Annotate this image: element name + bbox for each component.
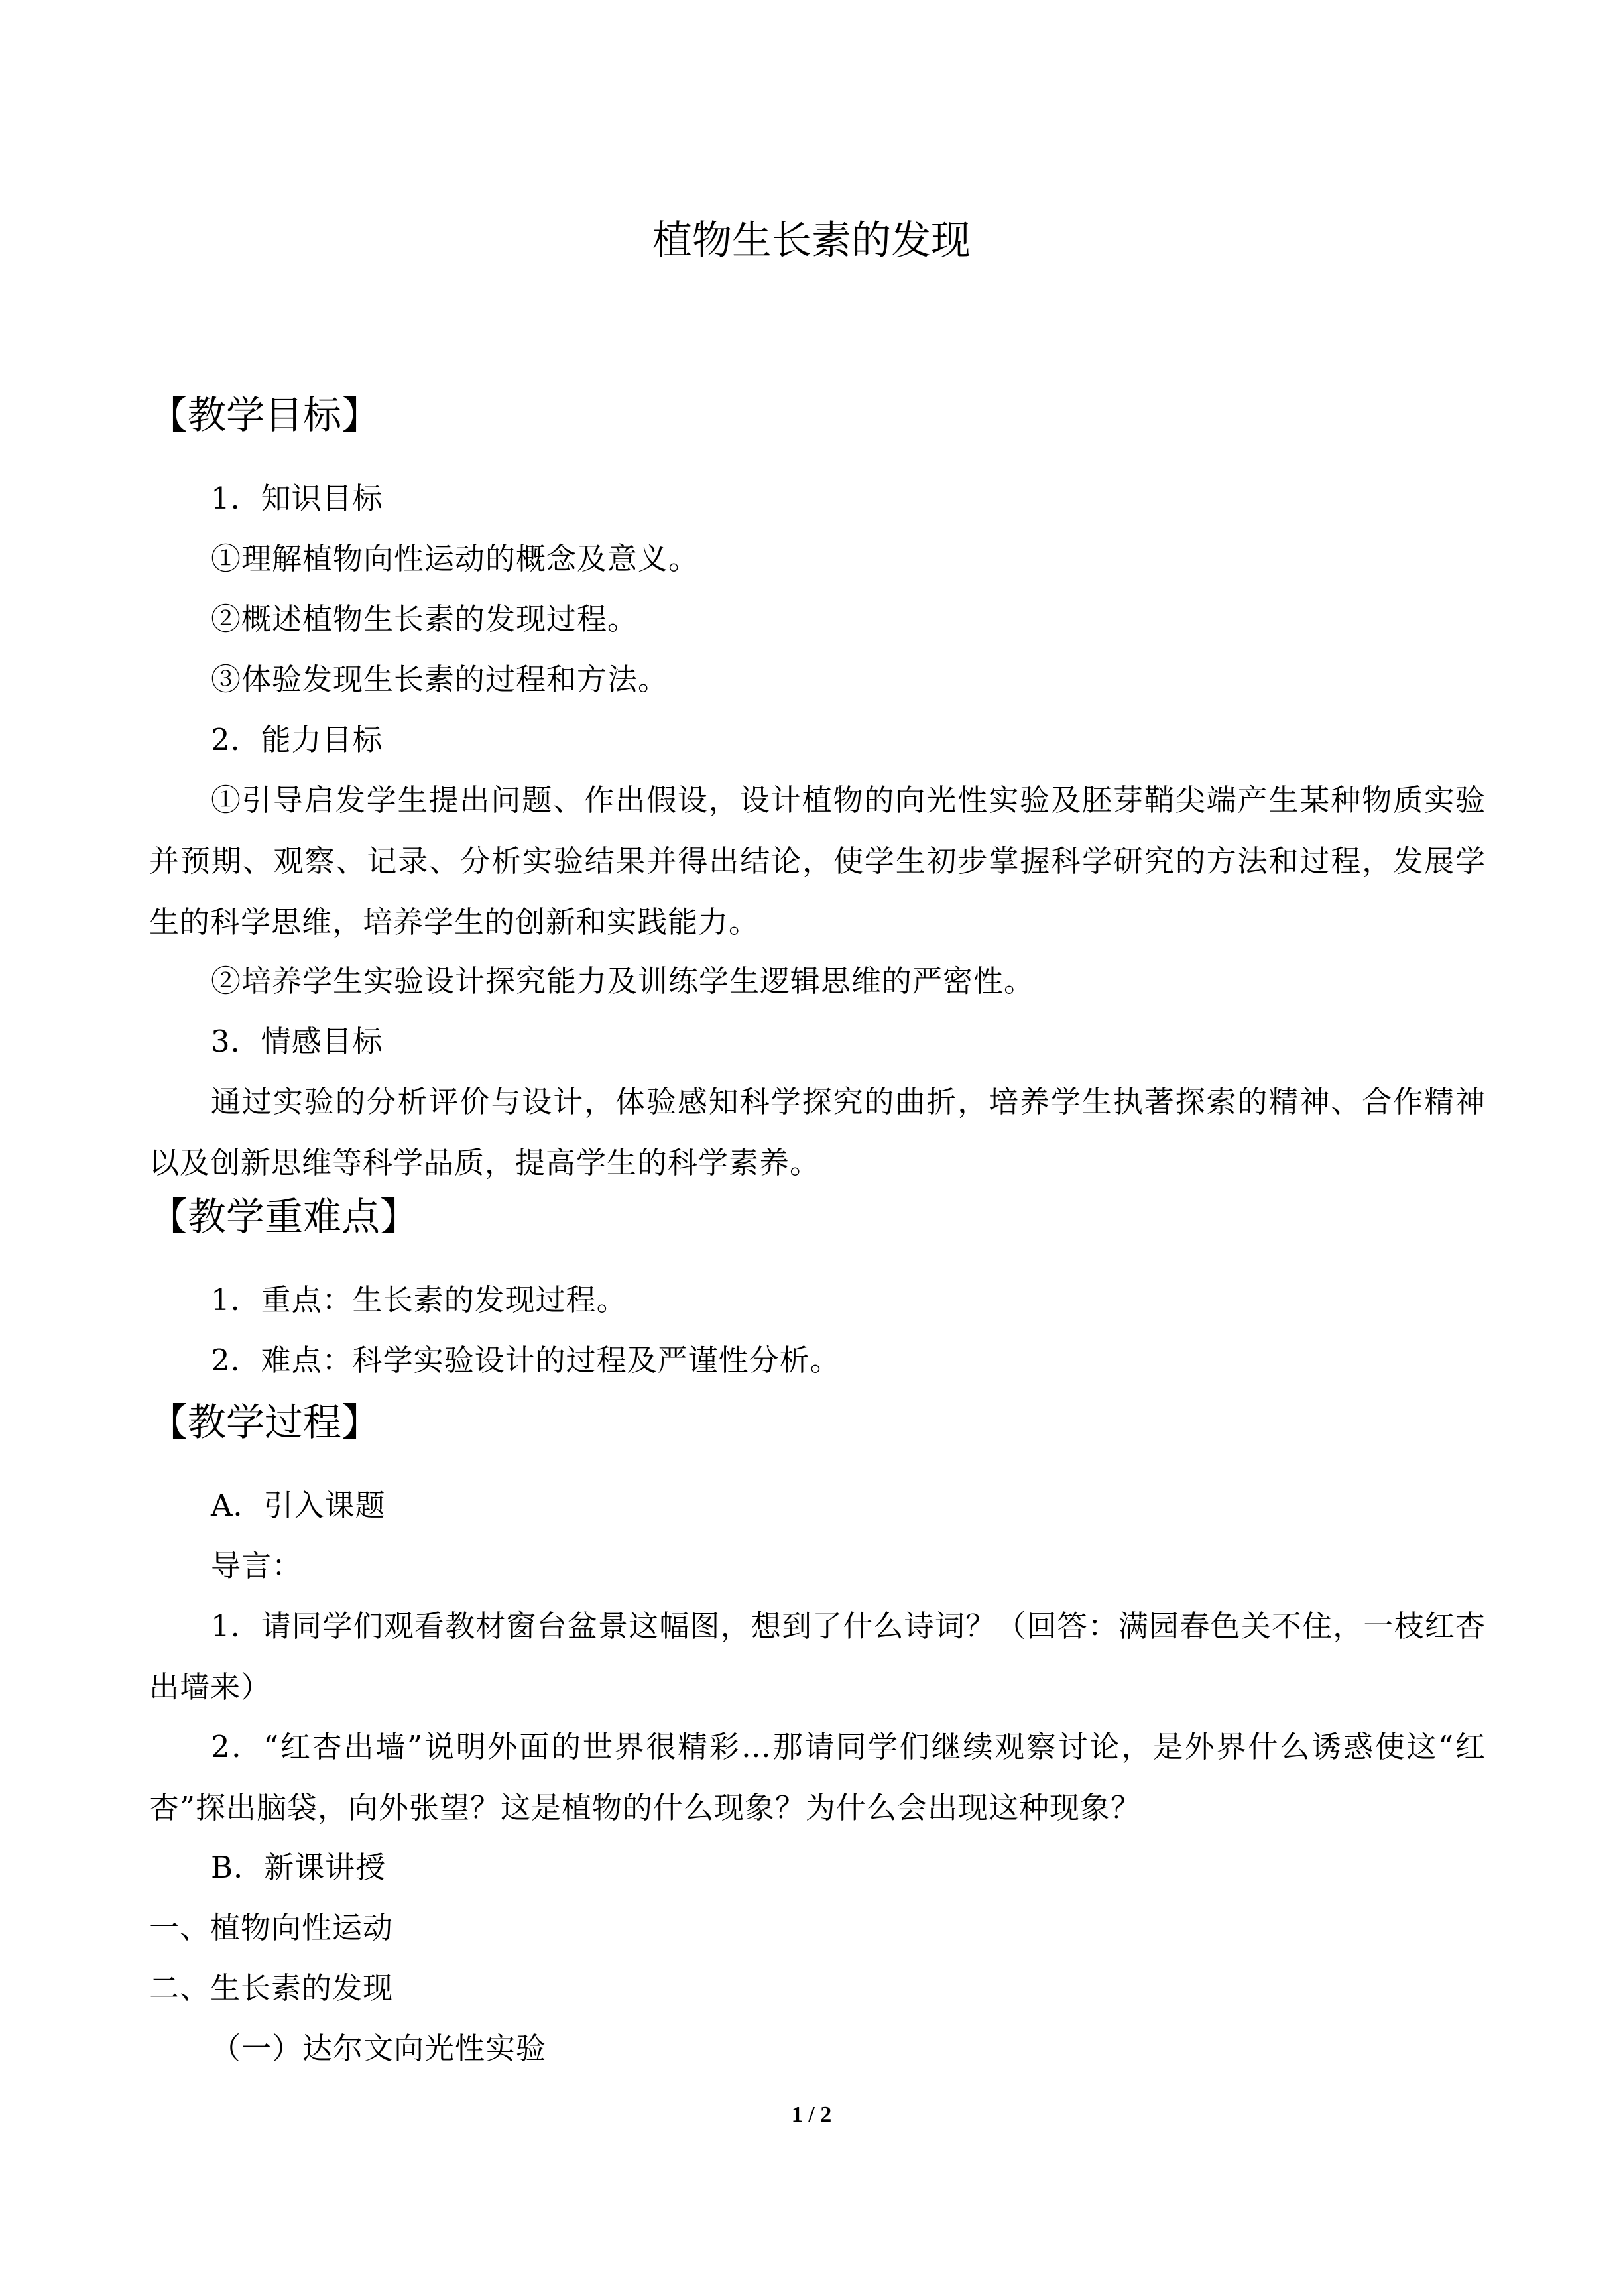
ability-item-2: ②培养学生实验设计探究能力及训练学生逻辑思维的严密性。 [211,963,1035,998]
knowledge-item-3: ③体验发现生长素的过程和方法。 [211,662,669,697]
question-1: 1．请同学们观看教材窗台盆景这幅图，想到了什么诗词？（回答：满园春色关不住，一枝红杏出墙来） [149,1608,1486,1705]
part-1-heading: 一、植物向性运动 [149,1910,394,1945]
page-number: 1 / 2 [791,2102,832,2127]
knowledge-item-1: ①理解植物向性运动的概念及意义。 [211,541,699,576]
keypoint-item-1: 1．重点：生长素的发现过程。 [211,1282,627,1317]
question-2: 2．“红杏出墙”说明外面的世界很精彩…那请同学们继续观察讨论，是外界什么诱惑使这“红杏”探出脑袋，向外张望？这是植物的什么现象？为什么会出现这种现象？ [149,1729,1486,1825]
subsection-1-heading: （一）达尔文向光性实验 [211,2031,547,2066]
new-lesson-label: B．新课讲授 [211,1850,387,1885]
intro-label: A．引入课题 [211,1488,386,1523]
knowledge-item-2: ②概述植物生长素的发现过程。 [211,601,638,636]
guide-label: 导言： [211,1548,303,1583]
ability-objective-label: 2．能力目标 [211,722,383,757]
section-heading-keypoints: 【教学重难点】 [149,1194,419,1239]
part-2-heading: 二、生长素的发现 [149,1970,394,2006]
emotion-objective-text: 通过实验的分析评价与设计，体验感知科学探究的曲折，培养学生执著探索的精神、合作精神以及创新思维等科学品质，提高学生的科学素养。 [149,1084,1486,1180]
emotion-objective-label: 3．情感目标 [211,1024,383,1059]
ability-item-1: ①引导启发学生提出问题、作出假设，设计植物的向光性实验及胚芽鞘尖端产生某种物质实验并预期、观察、记录、分析实验结果并得出结论，使学生初步掌握科学研究的方法和过程，发展学生的科学思维，培养学生的创新和实践能力。 [149,782,1486,939]
keypoint-item-2: 2．难点：科学实验设计的过程及严谨性分析。 [211,1343,841,1378]
section-heading-process: 【教学过程】 [149,1400,381,1445]
section-heading-objectives: 【教学目标】 [149,393,381,438]
document-title: 植物生长素的发现 [652,217,971,264]
knowledge-objective-label: 1．知识目标 [211,481,383,516]
